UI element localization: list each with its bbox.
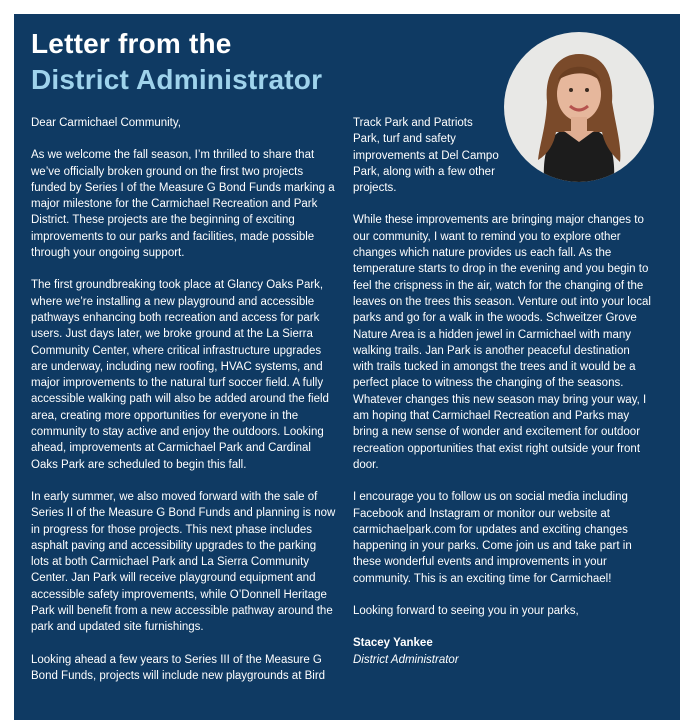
- title-line-2: District Administrator: [31, 64, 323, 95]
- paragraph-4: Looking ahead a few years to Series III of the Measure G Bond Funds, projects will include new playgrounds at Bird: [31, 653, 326, 682]
- paragraph-4-continued: Track Park and Patriots Park, turf and safety improvements at Del Campo Park, along with a few other projects.: [353, 117, 499, 195]
- letter-panel: [14, 14, 680, 720]
- closing-line: Looking forward to seeing you in your parks,: [353, 605, 579, 618]
- paragraph-3: In early summer, we also moved forward with the sale of Series II of the Measure G Bond Funds and planning is now in progress for those projects. This next phase includes asphalt paving and accessibility upgrades to the parking lots at both Carmichael Park and La Sierra Community Center. Jan Park will receive playground equipment and accessible safety improvements, while O’Donnell Heritage Park will benefit from a new accessible pathway around the park and updated site furnishings.: [31, 490, 336, 634]
- signature-title: District Administrator: [353, 653, 459, 666]
- left-column: [31, 115, 336, 700]
- signature-block: [353, 635, 653, 668]
- page-title: [31, 26, 322, 98]
- paragraph-2: The first groundbreaking took place at Glancy Oaks Park, where we’re installing a new playground and accessible pathways enhancing both recreation and access for park users. Just days later, we broke ground at the La Sierra Community Center, where critical infrastructure upgrades are underway, including new roofing, HVAC systems, and major improvements to the natural turf soccer field. A fully accessible walking path will also be added around the field area, creating more opportunities for everyone in the community to stay active and enjoy the outdoors. Looking ahead, improvements at Carmichael Park and Cardinal Oaks Park are scheduled to begin this fall.: [31, 279, 329, 471]
- paragraph-5: While these improvements are bringing major changes to our community, I want to remind you to explore other changes which nature provides us each fall. As the temperature starts to drop in the evening and you begin to feel the crispness in the air, watch for the changing of the leaves on the trees this season. Venture out into your local parks and go for a walk in the woods. Schweitzer Grove Nature Area is a hidden jewel in Carmichael with many walking trails. Jan Park is another peaceful destination with trails tucked in amongst the trees and it would be a perfect place to witness the changing of the seasons. Whatever changes this new season may bring your way, I am hoping that Carmichael Recreation and Parks may bring a new sense of wonder and excitement for outdoor recreation opportunities that exist right outside your front door.: [353, 214, 651, 471]
- right-column: [353, 115, 653, 668]
- paragraph-1: As we welcome the fall season, I’m thrilled to share that we’ve officially broken ground on the first two projects funded by Series I of the Measure G Bond Funds marking a major milestone for the Carmichael Recreation and Park District. These projects are the beginning of exciting improvements to our parks and facilities, made possible through your ongoing support.: [31, 149, 335, 260]
- paragraph-6: I encourage you to follow us on social media including Facebook and Instagram or monitor our website at carmichaelpark.com for updates and exciting changes happening in your parks. Come join us and take part in these wonderful events and improvements in your community. This is an exciting time for Carmichael!: [353, 491, 632, 585]
- signature-name: Stacey Yankee: [353, 637, 433, 650]
- salutation: Dear Carmichael Community,: [31, 117, 181, 129]
- title-line-1: Letter from the: [31, 28, 232, 59]
